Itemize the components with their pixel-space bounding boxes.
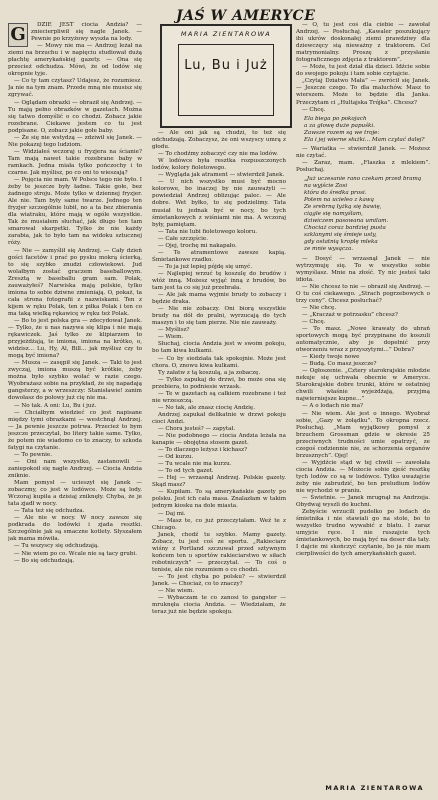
paragraph: — Najlepiej wrzuć tę koszulę do brudów i włóż inną. Możesz wyjąć inną z brudów, bo tam jest ta co się już przebrała.: [152, 270, 286, 292]
column-1: [8, 22, 142, 796]
paragraph: — Świetnie. — Janek mrugnął na Andrzeja. Obydwaj wyszli do kuchni.: [296, 495, 430, 509]
paragraph: — Bo to jest polska gra — zdecydował Janek. — Tylko, że u nas nazywa się klipa i nie mają rękawiczek. Jaś tylko ze klipiarzem to przyjeżdżają, te imiona, imiona na krótko, o, widzisz... Lu, Hy, Al, Bill... jak myślisz czy to mogą być imiona?: [8, 317, 142, 360]
paragraph: — Nie — zamyślił się Andrzej. — Cały dzień gości facetów i prać po pysku mokrą ścierką, to się szybko znudzi człowiekowi. Jud wolałbym zostać graczem baseballowym. Zresztą w baseballu gram sam. Polak, zauważyłeś? Narwiska mają polskie, tylko imiona to sobie dziwne zmieniają. O, pokaż, ta cała strona fotografii z nazwiskami. Ten z kijem w ręku Polak, ten z piłka Polak i ten co ma taką wielką rękawicę w ręku też Polak.: [8, 247, 142, 317]
paragraph: — To ja już lepiej pójdę się umyć.: [158, 263, 253, 270]
paragraph: — No tak. A oni: Lu, Bu i już.: [14, 402, 97, 409]
paragraph: — Ale oni jak są chudzi, to też się odchudzają. Zobaczysz, że oni wszyscy umrą z głodu.: [152, 130, 286, 151]
paragraph: — Te w gazetach są całkiem rozebrane i też nie wrzeszczą.: [152, 390, 286, 404]
paragraph: — Co ty tam czytasz? Udajesz, że rozumiesz. Ja nie na tym znam. Przede mną nie musisz się zgrywać.: [8, 78, 142, 99]
paragraph: — A o lodach nie ma?: [302, 403, 364, 410]
paragraph: — Ale nie w nocy. W nocy zawsze się podkrada do lodówki i zjada resztki. Szczególnie jak są smaczne kotlety. Słyszałem jak mama mówiła.: [8, 515, 142, 543]
paragraph: — Hej — wrzasnął Andrzej. Polskie gazety. Skąd masz?: [152, 475, 286, 489]
paragraph: — Musza — zasępił się Janek. — Taki to jest zwyczaj, imiona muszą być krótkie, żeby można było szybko wołać w razie czego. Wyobrażasz sobie na przykład, że się napadają gangsterzy, a w wrzeszczy: Stanisławie! zanim dowołasz do połowy już cię nie ma.: [8, 360, 142, 402]
paragraph: — Ale jak mama wyjmie brudy to zobaczy i będzie draka.: [152, 292, 286, 306]
paragraph: — Co by siedziała tak spokojnie. Może jest chora. O, znowu kiwa kulkami.: [152, 355, 286, 369]
paragraph: Ty załatw z tą koszulą, a ja zobaczę.: [158, 369, 261, 376]
paragraph: „Już uczesanie rano czekam przed bramą na wyjście Zosi która do średka prosi. Potem na ucieleo z kawą Ze srebrną łyżką się bawię, ciągle się namyślam, dziwiczem pasowana umilam. Chociaż coraz bardziej pusta szklanymi się śmieje usty, gdy ostatnią kroplę mleka ze mnie wysącza.: [304, 175, 422, 253]
paragraph: — Wariatka — stwierdził Janek. — Możesz nie czytać.: [296, 145, 430, 159]
paragraph: — Nie podobnego — ciocia Andzia leżała na kanapie — obojętna stosem gazet.: [152, 433, 286, 447]
box-frame: [178, 44, 274, 116]
paragraph: — Nie nie zobaczy. Oni biorą wszystkie brudy na dół do pralni, wyrzucają do tych maszyn i to się tam pierze. Nie nie zauważy.: [152, 306, 286, 327]
box-author: MARIA ZIENTAROWA: [180, 30, 272, 38]
paragraph: — Od kurzu.: [158, 454, 194, 461]
paragraph: — Że się nie wstydzą — zdziwił się Janek. — Nie pokazuj tego ludziom.: [8, 134, 142, 148]
paragraph: — Oglądam obrazki — obraził się Andrzej. — Tu mają pełno obrazków w gazetach. Można się tatwo domyślić o co chodzi. Zobacz jakie rozebrane. Ciekawe jestem co tu jest podpisane. O, zobacz jakie gołe baby.: [8, 99, 142, 134]
paragraph: — Nie chcę.: [302, 304, 337, 311]
paragraph: — Nie chcesz to nie — obraził się Andrzej. — O tu coś ciekawego. „Strach pogrzebowych o trzy ceny”. Chcesz posłuchać?: [296, 283, 430, 304]
paragraph: — Wybaczam te co zanosi to gangster — mruknęła ciocia Andzia. — Wiedziałam, że teraz już nie będzie spokoju.: [152, 595, 286, 616]
column-2: [152, 130, 286, 796]
paragraph: — Wyjdźcie stąd w tej chwili — zawołała ciocia Andzia. — Możecie sobie zjeść resztkę tych lodów co są w lodówce. Tylko uważajcie żeby nie zabrudzić, bo ten preludium lodów nie wychodzi w praniu.: [296, 459, 430, 495]
column-1-text: [8, 22, 142, 565]
article-columns: [8, 22, 430, 796]
paragraph: Słuchaj, ciocia Andzia jest w swoim pokoju, bo tam kiwa kulkami.: [152, 341, 286, 355]
drop-cap: G: [8, 23, 28, 47]
paragraph: — Bo się odchudzają.: [14, 557, 75, 564]
paragraph: — Kiedy twoje nowe: [302, 354, 360, 361]
author-signature: MARIA ZIENTAROWA: [325, 784, 424, 792]
column-2-text: [152, 130, 286, 616]
paragraph: — To pewnie.: [14, 451, 52, 458]
story-title: Lu, Bu i Już: [184, 58, 268, 73]
paragraph: — Całe szczęście.: [158, 235, 208, 242]
story-title-box: [160, 24, 292, 128]
article-title: JAŚ W AMERYCE: [176, 8, 316, 24]
paragraph: — Tu wszyscy się odchudzają.: [14, 543, 99, 550]
paragraph: — To masz. „Nowe krawaty do ubrań sportowych mogą być przypinane do koszuli automatycznie, aby je dopełnić przy otworzeniu wraz z przyszytymi...” Dobra?: [296, 325, 430, 354]
paragraph: — Myślisz?: [158, 327, 190, 334]
paragraph: Janek, chodź tu szybko. Mamy gazety. Zobacz, tu jest coś ze sportu. „Rakieciarz wiśny z Portland szczuwał przed sztywnym końcem ten u sportów rakieciarstwo w siłach robotniczych” — przeczytał. — To coś o tenisie, ale nie rozumiem o co chodzi.: [152, 531, 286, 573]
paragraph: — Tu wcale nie ma kurzu.: [158, 461, 232, 468]
paragraph: — Tylko zapukaj do drzwi, bo może ona się przebiera, to podniesie wrzask.: [152, 376, 286, 390]
paragraph: — Wiem.: [158, 334, 184, 341]
paragraph: W lodówce była resztka rozpuszczonych lodów, kolorу fioletowego.: [152, 158, 286, 172]
paragraph: — Pojęcia nie mam. W Polsce tego nie było. I żeby te jeszcze były ładne. Takie gołe, bez żadnego stroju. Może tylko w dziennej fryzjer. Ale nie. Tam były same twarze. Jednego ten fryzjer szczególnie lubił, no a ta bez zbierania dla wiatraku, które mają w ogóle wszystkie. Tak że musiałem słuchać, jak długo ten tam smarował skarpetki. Tylko że nie każdy zarabia, jak to było tam na widoku sztucznej róży.: [8, 177, 142, 247]
column-3-text: [296, 22, 430, 559]
paragraph: — Wygląda jak atrament — stwierdził Janek.: [158, 172, 285, 179]
paragraph: — Kupiłam. To są amerykańskie gazety po polsku. Jest ich cała masa. Znalazłam w takim jednym kiosku na dole miasta.: [152, 489, 286, 510]
paragraph: — Może, tu jest dział dla dzieci. Idźcie sobie do swojego pokoju i tam sobie czytajcie.: [296, 64, 430, 78]
paragraph: — To jest chyba po polsku? — stwierdził Janek. — Chociaż, co to znaczy?: [152, 573, 286, 587]
paragraph: — Nie wiem. Ale jest o innego. Wyobraź sobie, „Gazy w żołądku”. To okropna rzecz. Posłuchaj. „Mam wyjątkowy pomysł z brzuchem Grossman gdzie w okresie 25 przeciwnych trudności umie opatrzyć, ze czegoś codziennie nie, ze schorzenia organów brzusznych”. Ojej!: [296, 410, 430, 459]
paragraph: Ela biega po pokojach a za głowę duże papuśki. Zawsze rozem są we troje: Ela i jej wierne służki... Mam czytać dalej?: [304, 115, 425, 143]
paragraph: — Mowy nie ma — Andrzej leżał na ziemi na brzuchu i w napięciu studiował dużą płachtę amerykańskiej gazety. — Ona się przecież odchudza. Mówi, że od lodów się okropnie tyje.: [8, 43, 142, 78]
paragraph: — Nie wiem po co. Wcale nie są tacy grubi.: [14, 550, 138, 557]
paragraph: Zebyście wrzucili pudełko po lodach do śmietnika i nie stawiali go na stole, bo to wszystko trudno wywabić z blatu. I zaraz umyjcie ręce. I nie ruszajcie tych śmietankowych, bo mają być na deser dla taty. I dajcie mi skończyć czytanie, bo ja nie mam cierpliwości do tych amerykańskich gazet.: [296, 509, 430, 558]
paragraph: — To dlaczego leżysz i kichasz?: [158, 447, 248, 454]
paragraph: — Daj mi.: [158, 510, 186, 517]
paragraph: — To od tych gazet.: [158, 468, 214, 475]
paragraph: „Czytaj Dziatwo Mała” — zwrócił się Janek. — Jeszcze czego. To dla maluchów. Masz to wierszem. Może to będzie dla Janka. Przeczytam ci „Hultajska Trójka”. Chcesz?: [296, 78, 430, 106]
paragraph: — Tata też się odchudza.: [14, 508, 85, 515]
paragraph: — Budą. Co masz jeszcze?: [302, 361, 377, 368]
paragraph: — Chcę.: [302, 318, 326, 325]
paragraph: Andrzej zapukał delikatnie w drzwi pokoju cioci Andzi.: [152, 411, 286, 425]
paragraph: — Chciałbym wiedzieć co jest napisane między tymi obrazkami — westchnął Andrzej. — Ja pewnie jeszcze potrwa. Przecież to bym jeszcze przeczytał, bo litery takie same. Tylko, że potem nie wiadomo co to znaczy, to szkoda fatygi na czytanie.: [8, 409, 142, 451]
paragraph: — Ogłoszenie. „Cztery starokrajskie młodzie nekuje się uchwała obecnie w Ameryce. Starokrajskie dobre trunki, które w ostatniej chwili właśnie wyjeżdżają, przyjmą najwierniejsze kupne...”: [296, 368, 430, 403]
paragraph: — Chora jesteś? — zapytał.: [158, 425, 236, 432]
paragraph: — Chcę.: [302, 106, 326, 113]
paragraph: — „Kraczaż w potrzasku” chcesz?: [302, 311, 398, 318]
paragraph: — Ojej, trochę mi nakapało.: [158, 242, 237, 249]
paragraph: — Oni nam wszystko, zastanowili — zaniepokoił się nagle Andrzej. — Ciocia Andzia zniknie.: [8, 458, 142, 479]
paragraph: — Masz te, co już przeczytałam. Weź te z Chicago.: [152, 517, 286, 531]
column-3: [296, 22, 430, 796]
paragraph: — No tak, ale znasz ciocię Andzię.: [158, 404, 255, 411]
paragraph: — Nie wiem.: [158, 588, 195, 595]
paragraph: — O, tu jest coś dla ciebie — zawołał Andrzej. — Posłuchaj. „Kawaler poszukujący ibi ukrów doskonałej ziemi prawdziwy dla dziewczęcy sią nieważny z traktorem. Cel matrymonialny. Proszę z przysłanie fotograficznego zdjęcia z traktorem”.: [296, 22, 430, 64]
paragraph: — Widziałeś wczoraj u fryzjera na ścianie? Tam mają nawet takie rozebrane baby w ramkach. Jedna miała tylko pończochy i to czarne. Jak myślisz, po co oni to wieszają?: [8, 148, 142, 176]
paragraph: — Dosyć — wrzasnął Janek — nie wytrzymuję się. To w wszystko sobie wymyślasz. Mnie na złość. Ty nic jesteś taki idiota.: [296, 255, 430, 283]
paragraph: — Te atramentowe zawsze kapią. Śmietankowe rzadko.: [152, 249, 286, 263]
paragraph: — U nich wszystko musi być mocno kolorowe, bo inaczej by nie zauważyli — powiedział Andrzej oblizując palec. — Ale dobre. Wet byłko, to się podzielimy. Tata musiał tu jednak być w nocy, bo tych śmietankowych z wiśniami nie ma. A wczoraj były, pamiętam.: [152, 179, 286, 228]
paragraph: — Zaraz, mam. „Flaszka z mlekiem”. Posłuchaj.: [296, 159, 430, 173]
paragraph: DZIE JEST ciocia Andzia? — zniecierpliwił się nagle Janek. — Pewnie po krzyżowy wyszła na lody.: [31, 22, 142, 43]
paragraph: Mam pomysł — ucieszył się Janek — zobaczmy, co jest w lodówce. Może są lody. Wczoraj kupiła a dzisiaj zniknęły. Chyba, że je tata zjadł w nocy.: [8, 480, 142, 508]
paragraph: — Tata nie lubi fioletowego koloru.: [158, 228, 257, 235]
paragraph: — To chodźmy zobaczyć czy nie ma lodów.: [158, 151, 278, 158]
